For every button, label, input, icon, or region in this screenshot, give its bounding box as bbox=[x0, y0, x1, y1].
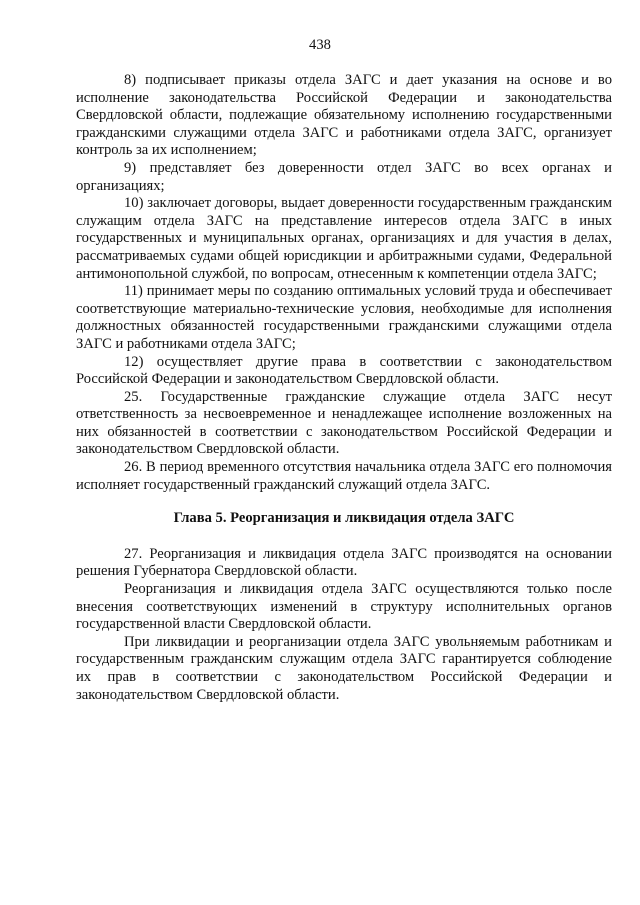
paragraph-item-12: 12) осуществляет другие права в соответствии с законодательством Российской Федерации и законодательством Свердловской области. bbox=[76, 353, 612, 388]
chapter-heading: Глава 5. Реорганизация и ликвидация отдела ЗАГС bbox=[173, 510, 515, 527]
paragraph-item-11: 11) принимает меры по созданию оптимальных условий труда и обеспечивает соответствующие материально-технические условия, необходимые для исполнения должностных обязанностей государственными гражданскими служащими отдела ЗАГС и работниками отдела ЗАГС; bbox=[76, 283, 612, 352]
paragraph-clause-25: 25. Государственные гражданские служащие отдела ЗАГС несут ответственность за несвоевременное и ненадлежащее исполнение возложенных на них обязанностей в соответствии с законодательством Российской Федерации и законодательством Свердловской области. bbox=[76, 388, 612, 458]
document-body bbox=[76, 72, 612, 704]
paragraph-item-9: 9) представляет без доверенности отдел ЗАГС во всех органах и организациях; bbox=[76, 159, 612, 194]
paragraph-reorganization-changes: Реорганизация и ликвидация отдела ЗАГС осуществляются только после внесения соответствующих изменений в структуру исполнительных органов государственной власти Свердловской области. bbox=[76, 581, 612, 633]
paragraph-item-10: 10) заключает договоры, выдает доверенности государственным гражданским служащим отдела ЗАГС на представление интересов отдела ЗАГС в иных государственных и муниципальных органах, организациях и для участия в делах, рассматриваемых судами общей юрисдикции и арбитражными судами, Федеральной антимонопольной службой, по вопросам, отнесенным к компетенции отдела ЗАГС; bbox=[76, 195, 612, 282]
page-number: 438 bbox=[309, 37, 331, 53]
paragraph-employee-rights: При ликвидации и реорганизации отдела ЗАГС увольняемым работникам и государственным гражданским служащим отдела ЗАГС гарантируется соблюдение их прав в соответствии с законодательством Российской Федерации и законодательством Свердловской области. bbox=[76, 633, 612, 703]
paragraph-item-8: 8) подписывает приказы отдела ЗАГС и дает указания на основе и во исполнение законодательства Российской Федерации и законодательства Свердловской области, подлежащие обязательному исполнению государственными гражданскими служащими отдела ЗАГС и работниками отдела ЗАГС, организует контроль за их исполнением; bbox=[76, 72, 612, 159]
paragraph-clause-26: 26. В период временного отсутствия начальника отдела ЗАГС его полномочия исполняет государственный гражданский служащий отдела ЗАГС. bbox=[76, 459, 612, 493]
paragraph-clause-27: 27. Реорганизация и ликвидация отдела ЗАГС производятся на основании решения Губернатора Свердловской области. bbox=[76, 545, 612, 580]
